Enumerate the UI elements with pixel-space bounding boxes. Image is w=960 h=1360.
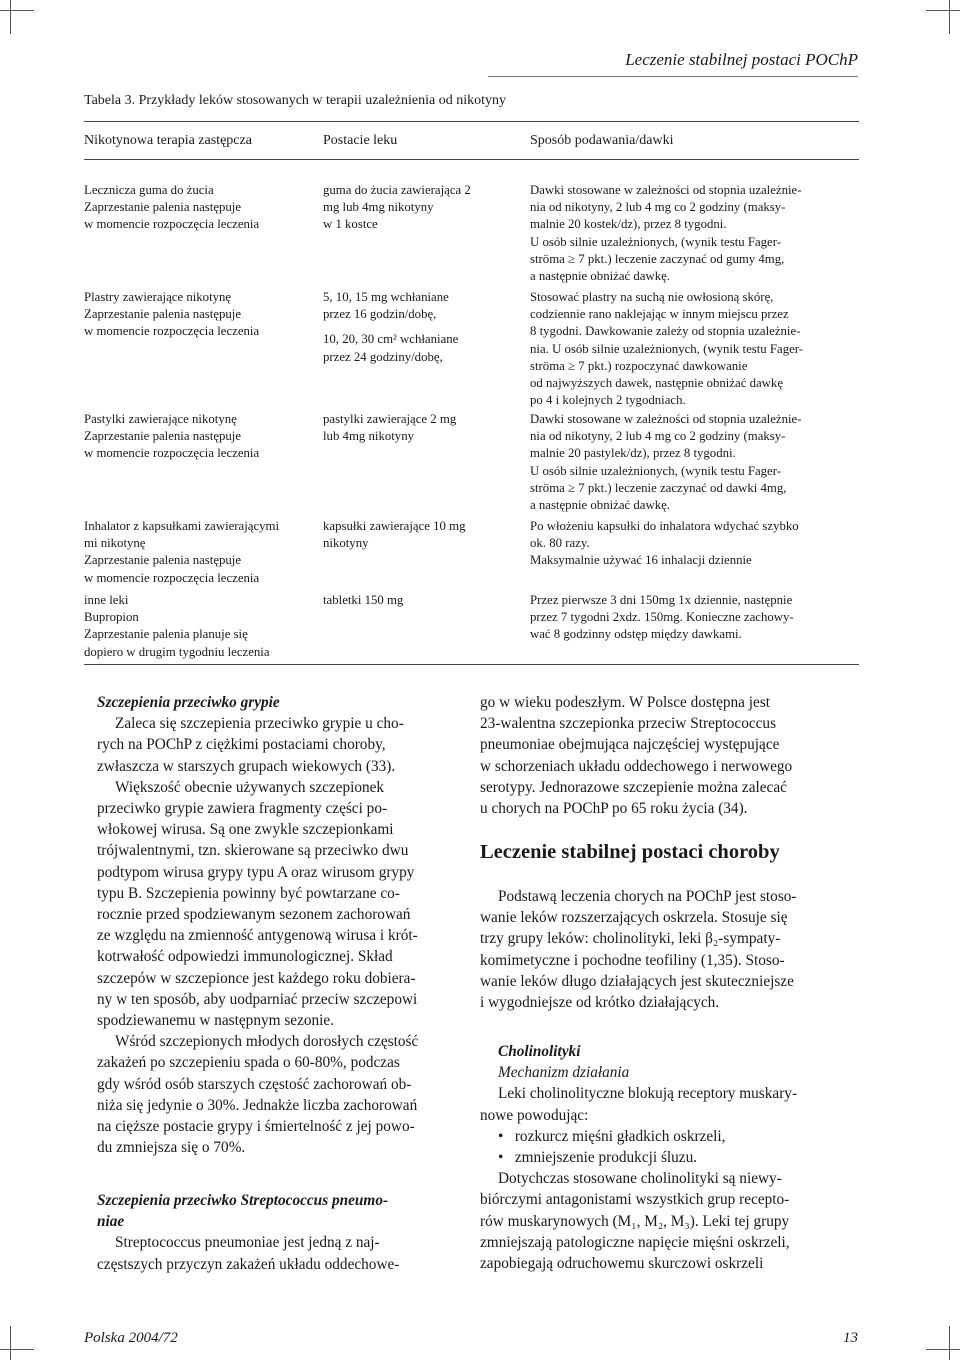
table-cell: Pastylki zawierające nikotynę Zaprzestanie palenia następuje w momencie rozpoczęcia leczenia bbox=[84, 412, 260, 461]
running-head: Leczenie stabilnej postaci POChP bbox=[625, 50, 858, 69]
left-column: Szczepienia przeciwko grypie Zaleca się szczepienia przeciwko grypie u cho- rych na POChP z ciężkimi postaciami choroby, zwłaszcza w starszych grupach wiekowych (33). Większość obecnie używanych szczepionek przeciwko grypie zawiera fragmenty części po- włokowej wirusa. Są one zwykle szczepionkami trójwalentnymi, tzn. skierowane są przeciwko dwu podtypom wirusa grypy typu A oraz wirusom grypy typu B. Szczepienia powinny być powtarzane co- rocznie przed spodziewanym sezonem zachorowań ze względu na zmienność antygenową wirusa i krót- kotrwałość odpowiedzi immunologicznej. Skład szczepów w szczepionce jest każdego roku dobiera- ny w ten sposób, aby uodparniać przeciw szczepowi spodziewanemu w następnym sezonie. Wśród szczepionych młodych dorosłych częstość zakażeń po szczepieniu spada o 60-80%, podczas gdy wśród osób starszych częstość zachorowań ob- niża się jedynie o 30%. Jednakże liczba zachorowań na cięższe postacie grypy i śmiertelność z jej powo- du zmniejsza się o 70%. bbox=[97, 692, 459, 1158]
table-bottom-rule bbox=[84, 664, 859, 665]
bullet-item: • zmniejszenie produkcji śluzu. bbox=[498, 1149, 698, 1167]
table-cell: Lecznicza guma do żucia Zaprzestanie palenia następuje w momencie rozpoczęcia leczenia bbox=[84, 183, 260, 232]
table-caption: Tabela 3. Przykłady leków stosowanych w terapii uzależnienia od nikotyny bbox=[84, 93, 507, 108]
left-column-strep: Szczepienia przeciwko Streptococcus pneumo- niae Streptococcus pneumoniae jest jedną z naj- częstszych przyczyn zakażeń układu oddechowe- bbox=[97, 1190, 459, 1275]
journal-footer: Polska 2004/72 bbox=[84, 1330, 178, 1346]
crop-mark bbox=[926, 1349, 960, 1350]
table-cell: kapsułki zawierające 10 mg nikotyny bbox=[323, 519, 466, 551]
subsection-heading: Cholinolityki bbox=[498, 1043, 581, 1060]
crop-mark bbox=[926, 10, 960, 11]
crop-mark bbox=[949, 1326, 950, 1360]
right-column-cholinolytics: Cholinolityki Mechanizm działania Leki cholinolityczne blokują receptory muskary- nowe powodując: • rozkurcz mięśni gładkich oskrzeli, • zmniejszenie produkcji śluzu. Dotychczas stosowane cholinolityki są niewy- biórczymi antagonistami wszystkich grup recepto- rów muskarynowych (M₁, M₂, M₃). Leki tej grupy zmniejszają patologiczne napięcie mięśni oskrzeli, zapobiegają odruchowemu skurczowi oskrzeli bbox=[480, 1041, 858, 1274]
crop-mark bbox=[0, 1349, 34, 1350]
right-column-intro: Podstawą leczenia chorych na POChP jest stoso- wanie leków rozszerzających oskrzela. Stosuje się trzy grupy leków: cholinolityki, leki β₂-sympaty- komimetyczne i pochodne teofiliny (1,35). Stoso- wanie leków długo działających jest skuteczniejsze i wygodniejsze od krótko działających. bbox=[480, 888, 797, 1012]
section-heading: Szczepienia przeciwko Streptococcus pneumo- bbox=[97, 1192, 389, 1209]
table-cell: Inhalator z kapsułkami zawierającymi mi nikotynę Zaprzestanie palenia następuje w momencie rozpoczęcia leczenia bbox=[84, 519, 280, 585]
table-cell: Plastry zawierające nikotynę Zaprzestanie palenia następuje w momencie rozpoczęcia leczenia bbox=[84, 290, 260, 339]
section-title: Leczenie stabilnej postaci choroby bbox=[480, 841, 780, 863]
table-cell: Po włożeniu kapsułki do inhalatora wdychać szybko ok. 80 razy. Maksymalnie używać 16 inhalacji dziennie bbox=[530, 519, 799, 568]
crop-mark bbox=[0, 10, 34, 11]
table-cell: inne leki Bupropion Zaprzestanie palenia planuje się dopiero w drugim tygodniu leczenia bbox=[84, 593, 270, 659]
column-header: Sposób podawania/dawki bbox=[530, 133, 674, 148]
right-column: go w wieku podeszłym. W Polsce dostępna jest 23-walentna szczepionka przeciw Streptococcus pneumoniae obejmująca najczęściej występujące w schorzeniach układu oddechowego i nerwowego serotypy. Jednorazowe szczepienie można zalecać u chorych na POChP po 65 roku życia (34). bbox=[480, 694, 793, 818]
column-header: Postacie leku bbox=[323, 133, 398, 148]
page-number: 13 bbox=[843, 1330, 858, 1346]
table-cell: pastylki zawierające 2 mg lub 4mg nikotyny bbox=[323, 412, 457, 444]
subsection-subheading: Mechanizm działania bbox=[498, 1064, 630, 1082]
table-header-rule bbox=[84, 159, 859, 160]
table-cell: guma do żucia zawierająca 2 mg lub 4mg nikotyny w 1 kostce bbox=[323, 183, 471, 232]
running-head-rule bbox=[488, 76, 858, 77]
table-cell: 5, 10, 15 mg wchłaniane przez 16 godzin/dobę, 10, 20, 30 cm² wchłaniane przez 24 godziny/dobę, bbox=[323, 290, 459, 364]
crop-mark bbox=[10, 0, 11, 34]
table-cell: Dawki stosowane w zależności od stopnia uzależnie- nia od nikotyny, 2 lub 4 mg co 2 godziny (maksy- malnie 20 kostek/dz), przez 8 tygodni. U osób silnie uzależnionych, (wynik testu Fager- ströma ≥ 7 pkt.) leczenie zaczynać od gumy 4mg, a następnie obniżać dawkę. bbox=[530, 183, 802, 284]
table-cell: Przez pierwsze 3 dni 150mg 1x dziennie, następnie przez 7 tygodni 2xdz. 150mg. Konieczne zachowy- wać 8 godzinny odstęp między dawkami. bbox=[530, 593, 794, 642]
bullet-item: • rozkurcz mięśni gładkich oskrzeli, bbox=[498, 1127, 726, 1145]
table-cell: Dawki stosowane w zależności od stopnia uzależnie- nia od nikotyny, 2 lub 4 mg co 2 godziny (maksy- malnie 20 pastylek/dz), przez 8 tygodni. U osób silnie uzależnionych, (wynik testu Fager- ströma ≥ 7 pkt.) leczenie zaczynać od dawki 4mg, a następnie obniżać dawkę. bbox=[530, 412, 802, 513]
table-cell: tabletki 150 mg bbox=[323, 593, 404, 607]
table-cell: Stosować plastry na suchą nie owłosioną skórę, codziennie rano naklejając w innym miejscu przez 8 tygodni. Dawkowanie zależy od stopnia uzależnie- nia. U osób silnie uzależnionych, (wynik testu Fager- ströma ≥ 7 pkt.) rozpoczynać dawkowanie od najwyższych dawek, następnie obniżać dawkę po 4 i kolejnych 2 tygodniach. bbox=[530, 290, 804, 408]
column-header: Nikotynowa terapia zastępcza bbox=[84, 133, 252, 148]
crop-mark bbox=[949, 0, 950, 34]
crop-mark bbox=[10, 1326, 11, 1360]
section-heading: Szczepienia przeciwko grypie bbox=[97, 694, 280, 711]
table-top-rule bbox=[84, 121, 859, 122]
